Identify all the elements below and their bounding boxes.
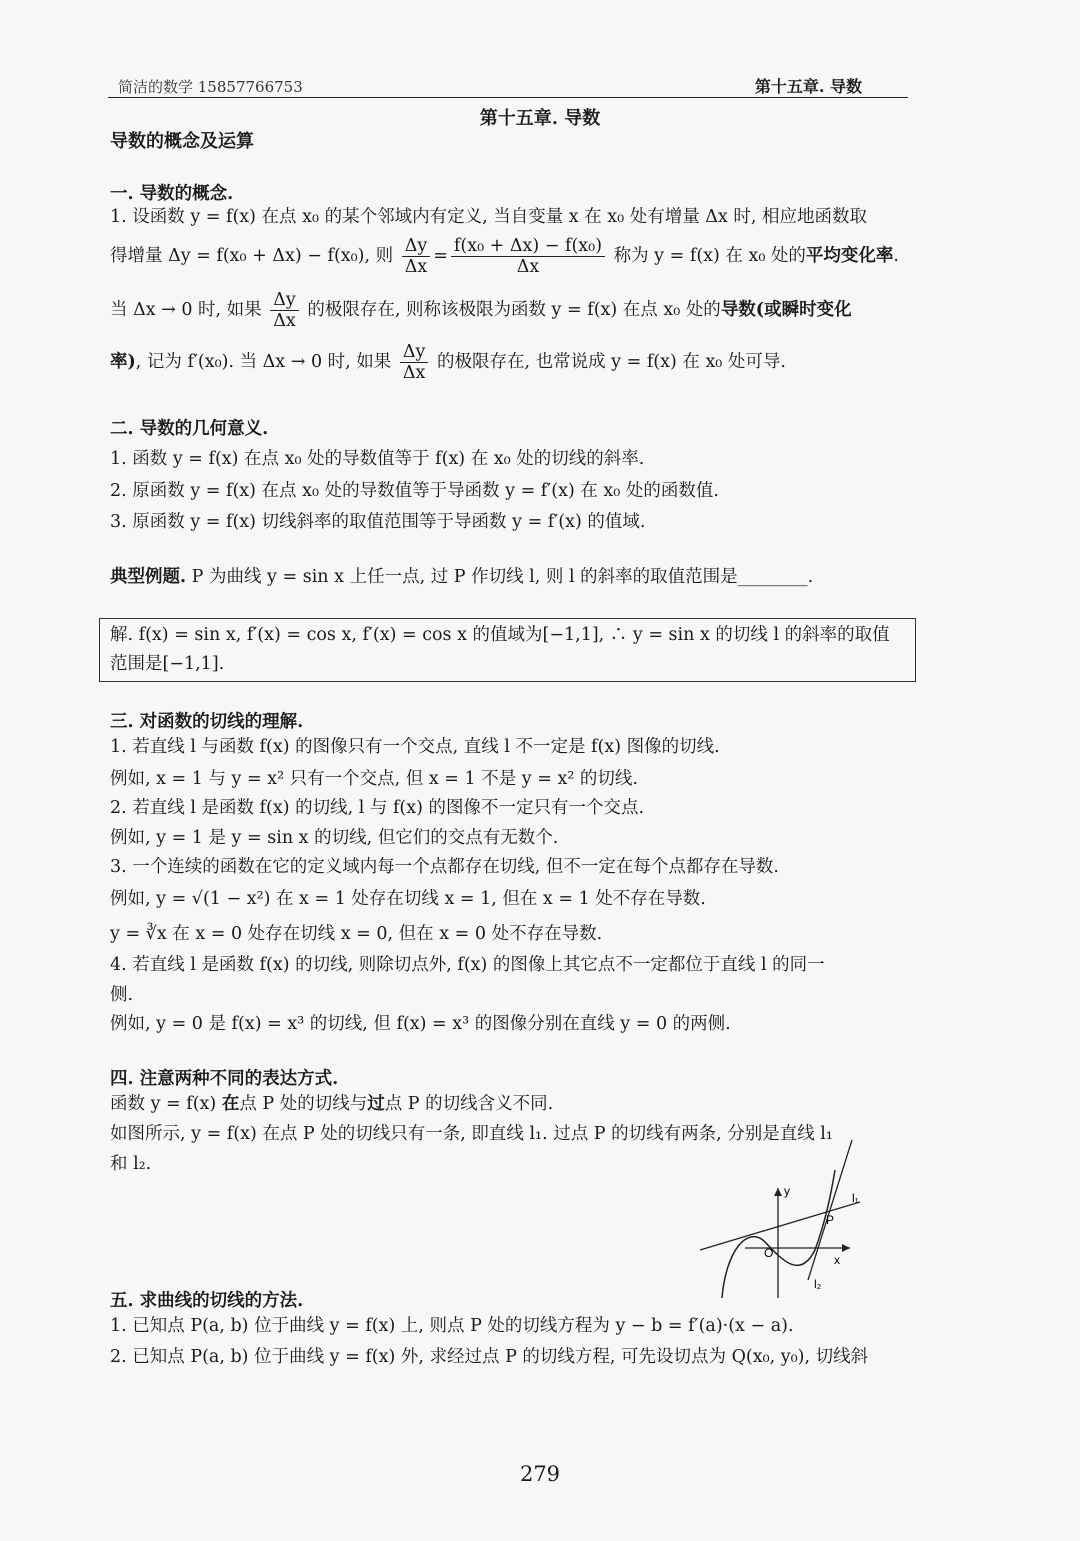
tangent-line-l2 [808,1140,852,1280]
example-text: P 为曲线 y = sin x 上任一点, 过 P 作切线 l, 则 l 的斜率的取值范围是________. [186,567,814,587]
s1-p1b: 得增量 Δy = f(x₀ + Δx) − f(x₀), 则 $\frac{\Delta y}{\Delta x}$ = $\frac{\text{f(x₀ + Δx) − f(x₀)}}{\Delta x}$ 称为 y = f(x) 在 x₀ 处的平均变化率. [110,236,899,277]
s1-p1d-pre: , 记为 f′(x₀). 当 Δx → 0 时, 如果 [135,352,392,372]
s1-p1b-pre: 得增量 Δy = f(x₀ + Δx) − f(x₀), 则 [110,246,394,266]
s1-p1a: 1. 设函数 y = f(x) 在点 x₀ 的某个邻域内有定义, 当自变量 x 在 x₀ 处有增量 Δx 时, 相应地函数取 [110,207,867,227]
s3-line-3: 2. 若直线 l 是函数 f(x) 的切线, l 与 f(x) 的图像不一定只有一个交点. [110,798,645,818]
x-axis-arrow [842,1244,850,1252]
s4-l1-a: 函数 y = f(x) [110,1094,222,1114]
header-left: 简洁的数学 15857766753 [118,78,303,96]
avg-rate-fraction [451,236,605,277]
frac1-den: Δx [404,257,428,277]
s3-line-2: 例如, x = 1 与 y = x² 只有一个交点, 但 x = 1 不是 y = x² 的切线. [110,769,638,789]
example [110,566,813,588]
s5-title: 五. 求曲线的切线的方法. [110,1291,304,1311]
delta-fraction-2 [270,290,299,331]
s4-l1-e: 点 P 的切线含义不同. [384,1094,554,1114]
frac-num: Δy [400,342,429,363]
x-label: x [834,1253,840,1267]
s1-p1d [110,342,786,383]
s4-l1-b: 在 [221,1094,240,1114]
tangent-line-l1 [700,1202,860,1250]
s4-line-2: 如图所示, y = f(x) 在点 P 处的切线只有一条, 即直线 l₁. 过点 P 的切线有两条, 分别是直线 l₁ [110,1124,833,1144]
y-label: y [784,1184,790,1198]
s3-line-4: 例如, y = 1 是 y = sin x 的切线, 但它们的交点有无数个. [110,828,559,848]
s3-line-9: 侧. [110,985,134,1005]
s2-title: 二. 导数的几何意义. [110,419,269,439]
s1-p1c-pre: 当 Δx → 0 时, 如果 [110,300,262,320]
section-title: 导数的概念及运算 [110,131,254,152]
example-label: 典型例题. [110,567,187,587]
s3-line-5: 3. 一个连续的函数在它的定义域内每一个点都存在切线, 但不一定在每个点都存在导数. [110,857,779,877]
delta-fraction [402,236,431,277]
tangent-figure [690,1130,890,1300]
s1-p1c-mid: 的极限存在, 则称该极限为函数 y = f(x) 在点 x₀ 处的 [307,300,721,320]
s2-item-2: 2. 原函数 y = f(x) 在点 x₀ 处的导数值等于导函数 y = f′(x) 在 x₀ 处的函数值. [110,481,719,501]
chapter-title: 第十五章. 导数 [479,108,601,129]
s1-p1c-bold: 导数(或瞬时变化 [720,300,852,320]
s4-l1-d: 过 [367,1094,385,1114]
frac1-num: Δy [402,236,431,257]
s3-line-7: y = ∛x 在 x = 0 处存在切线 x = 0, 但在 x = 0 处不存在导数. [110,924,603,944]
s1-title: 一. 导数的概念. [110,184,234,204]
s4-title: 四. 注意两种不同的表达方式. [110,1069,339,1089]
s1-p1c [110,290,852,331]
frac-den: Δx [402,363,426,383]
y-axis-arrow [774,1188,782,1196]
s4-line-1 [110,1093,553,1115]
l1-label: l₁ [852,1191,859,1205]
l2-label: l₂ [814,1277,822,1291]
s1-p1d-bold: 率) [110,352,136,372]
s5-line-2: 2. 已知点 P(a, b) 位于曲线 y = f(x) 外, 求经过点 P 的切线方程, 可先设切点为 Q(x₀, y₀), 切线斜 [110,1347,869,1367]
delta-fraction-3 [400,342,429,383]
frac-den: Δx [273,311,296,331]
frac2-num: f(x₀ + Δx) − f(x₀) [451,236,605,257]
solution-line-1: 解. f(x) = sin x, f′(x) = cos x, f′(x) = cos x 的值域为[−1,1], ∴ y = sin x 的切线 l 的斜率的取值 [110,625,890,645]
s1-p1b-bold: 平均变化率 [805,246,894,266]
s1-p1d-post: 的极限存在, 也常说成 y = f(x) 在 x₀ 处可导. [436,352,786,372]
header-divider [108,97,908,98]
frac2-den: Δx [516,257,540,277]
s5-line-1: 1. 已知点 P(a, b) 位于曲线 y = f(x) 上, 则点 P 处的切线方程为 y − b = f′(a)·(x − a). [110,1316,794,1336]
s3-line-6: 例如, y = √(1 − x²) 在 x = 1 处存在切线 x = 1, 但在 x = 1 处不存在导数. [110,889,706,909]
origin-label: O [764,1246,774,1260]
page-number: 279 [519,1462,561,1486]
s3-line-10: 例如, y = 0 是 f(x) = x³ 的切线, 但 f(x) = x³ 的图像分别在直线 y = 0 的两侧. [110,1014,731,1034]
s1-p1b-post: 称为 y = f(x) 在 x₀ 处的 [613,246,806,266]
header-right: 第十五章. 导数 [754,77,862,96]
s3-title: 三. 对函数的切线的理解. [110,712,304,732]
s3-line-8: 4. 若直线 l 是函数 f(x) 的切线, 则除切点外, f(x) 的图像上其它点不一定都位于直线 l 的同一 [110,955,825,975]
s3-line-1: 1. 若直线 l 与函数 f(x) 的图像只有一个交点, 直线 l 不一定是 f(x) 图像的切线. [110,737,720,757]
frac-num: Δy [270,290,299,311]
solution-line-2: 范围是[−1,1]. [110,654,225,674]
point-p-label: P [826,1213,835,1227]
s2-item-3: 3. 原函数 y = f(x) 切线斜率的取值范围等于导函数 y = f′(x) 的值域. [110,512,646,532]
s2-item-1: 1. 函数 y = f(x) 在点 x₀ 处的导数值等于 f(x) 在 x₀ 处的切线的斜率. [110,449,645,469]
s4-line-3: 和 l₂. [110,1154,152,1174]
s4-l1-c: 点 P 处的切线与 [239,1094,368,1114]
